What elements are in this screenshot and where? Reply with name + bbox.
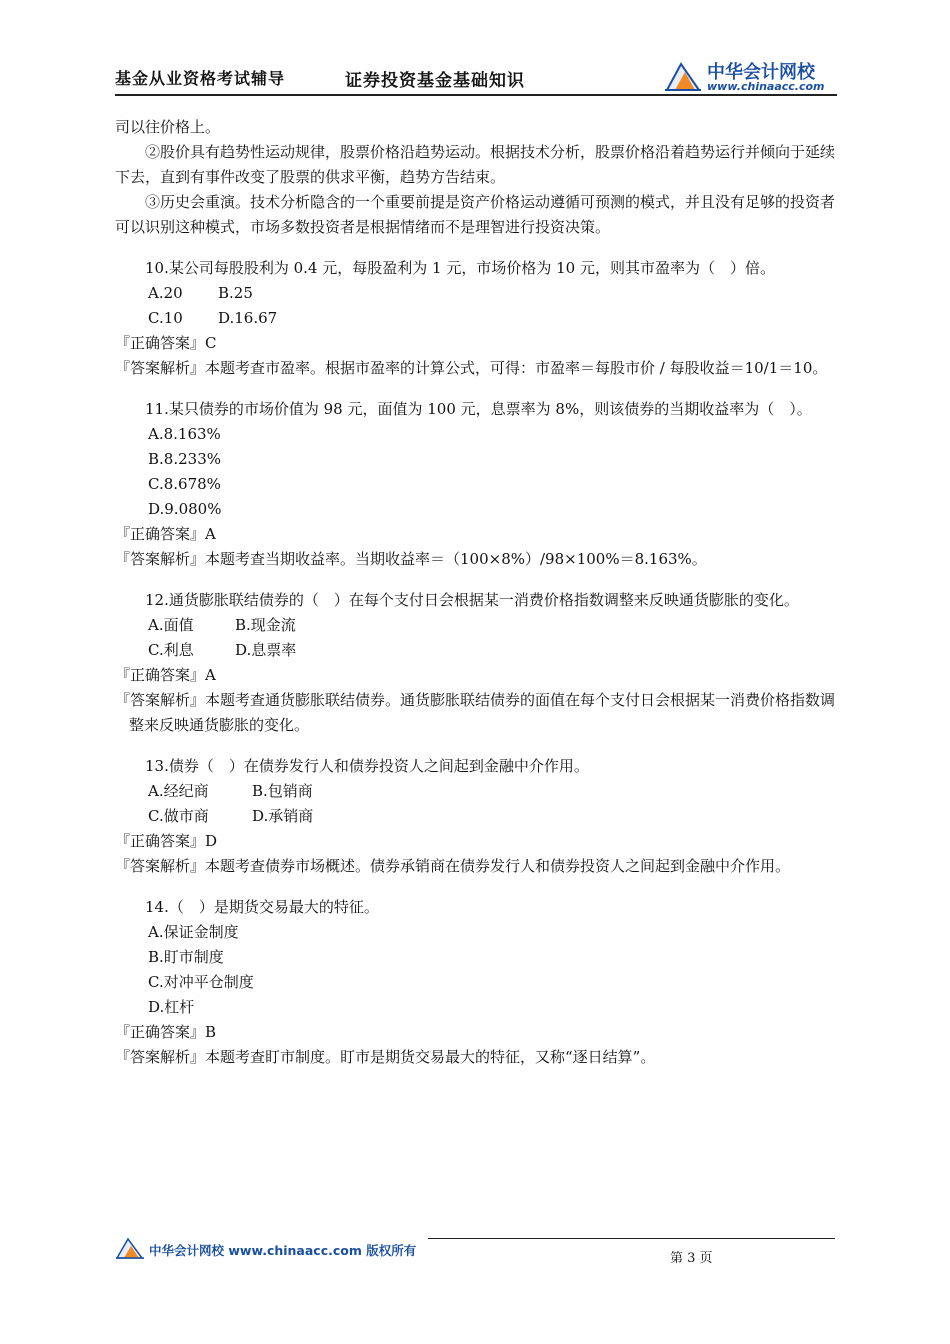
page-number: 第 3 页 [670, 1251, 713, 1266]
question-13 [115, 754, 837, 879]
option-b: B.8.233% [148, 450, 221, 468]
answer-explanation: 『答案解析』本题考查市盈率。根据市盈率的计算公式，可得：市盈率＝每股市价 / 每股收益＝10/1＝10。 [115, 359, 828, 377]
footer-copyright: 中华会计网校 www.chinaacc.com 版权所有 [149, 1243, 417, 1258]
option-d: D.承销商 [252, 807, 314, 825]
option-c: C.利息 [148, 641, 194, 659]
logo-name: 中华会计网校 [707, 62, 815, 83]
option-b: B.盯市制度 [148, 948, 224, 966]
logo-url: www.chinaacc.com [707, 80, 825, 93]
question-11 [115, 397, 837, 572]
option-d: D.息票率 [235, 641, 297, 659]
options-row [115, 638, 837, 663]
question-12 [115, 588, 837, 738]
header-logo [663, 58, 843, 94]
header-rule [115, 94, 837, 96]
options-row [115, 804, 837, 829]
footer-logo-icon [115, 1236, 145, 1260]
footer-rule [428, 1238, 835, 1239]
option-d: D.9.080% [148, 500, 222, 518]
page-footer [115, 1232, 837, 1272]
options-row [115, 306, 837, 331]
option-c: C.10 [148, 309, 183, 327]
answer-explanation: 『答案解析』本题考查通货膨胀联结债券。通货膨胀联结债券的面值在每个支付日会根据某一消费价格指数调整来反映通货膨胀的变化。 [115, 691, 836, 734]
question-14 [115, 895, 837, 1070]
options-row [115, 281, 837, 306]
options-row [115, 779, 837, 804]
option-c: C.8.678% [148, 475, 221, 493]
options-row [115, 613, 837, 638]
correct-answer: 『正确答案』C [115, 334, 217, 352]
header-subject: 证券投资基金基础知识 [345, 71, 525, 91]
option-d: D.16.67 [218, 309, 278, 327]
option-d: D.杠杆 [148, 998, 195, 1016]
question-stem: 12.通货膨胀联结债券的（ ）在每个支付日会根据某一消费价格指数调整来反映通货膨胀的变化。 [145, 591, 799, 609]
option-a: A.8.163% [148, 425, 221, 443]
page-header [115, 58, 837, 94]
option-a: A.面值 [148, 616, 194, 634]
question-stem: 13.债券（ ）在债券发行人和债券投资人之间起到金融中介作用。 [145, 757, 589, 775]
question-stem: 10.某公司每股股利为 0.4 元，每股盈利为 1 元，市场价格为 10 元，则其市盈率为（ ）倍。 [145, 259, 775, 277]
intro-line: 司以往价格上。 [115, 118, 221, 136]
correct-answer: 『正确答案』A [115, 525, 216, 543]
correct-answer: 『正确答案』A [115, 666, 216, 684]
answer-explanation: 『答案解析』本题考查盯市制度。盯市是期货交易最大的特征，又称“逐日结算”。 [115, 1048, 656, 1066]
question-stem: 14.（ ）是期货交易最大的特征。 [145, 898, 379, 916]
option-b: B.25 [218, 284, 253, 302]
correct-answer: 『正确答案』D [115, 832, 218, 850]
option-a: A.保证金制度 [148, 923, 239, 941]
question-stem: 11.某只债券的市场价值为 98 元，面值为 100 元，息票率为 8%，则该债券的当期收益率为（ ）。 [145, 400, 812, 418]
option-c: C.做市商 [148, 807, 209, 825]
option-c: C.对冲平仓制度 [148, 973, 254, 991]
logo-triangle-icon [663, 60, 703, 92]
page-content [115, 115, 837, 1070]
correct-answer: 『正确答案』B [115, 1023, 217, 1041]
answer-explanation: 『答案解析』本题考查债券市场概述。债券承销商在债券发行人和债券投资人之间起到金融中介作用。 [115, 857, 791, 875]
option-b: B.现金流 [235, 616, 296, 634]
header-course: 基金从业资格考试辅导 [115, 69, 286, 88]
answer-explanation: 『答案解析』本题考查当期收益率。当期收益率＝（100×8%）/98×100%＝8.163%。 [115, 550, 707, 568]
option-a: A.20 [148, 284, 183, 302]
question-10 [115, 256, 837, 381]
option-a: A.经纪商 [148, 782, 209, 800]
intro-paragraph-3: ③历史会重演。技术分析隐含的一个重要前提是资产价格运动遵循可预测的模式，并且没有足够的投资者可以识别这种模式，市场多数投资者是根据情绪而不是理智进行投资决策。 [115, 193, 836, 236]
intro-paragraph-2: ②股价具有趋势性运动规律，股票价格沿趋势运动。根据技术分析，股票价格沿着趋势运行并倾向于延续下去，直到有事件改变了股票的供求平衡，趋势方告结束。 [115, 143, 836, 186]
option-b: B.包销商 [252, 782, 313, 800]
